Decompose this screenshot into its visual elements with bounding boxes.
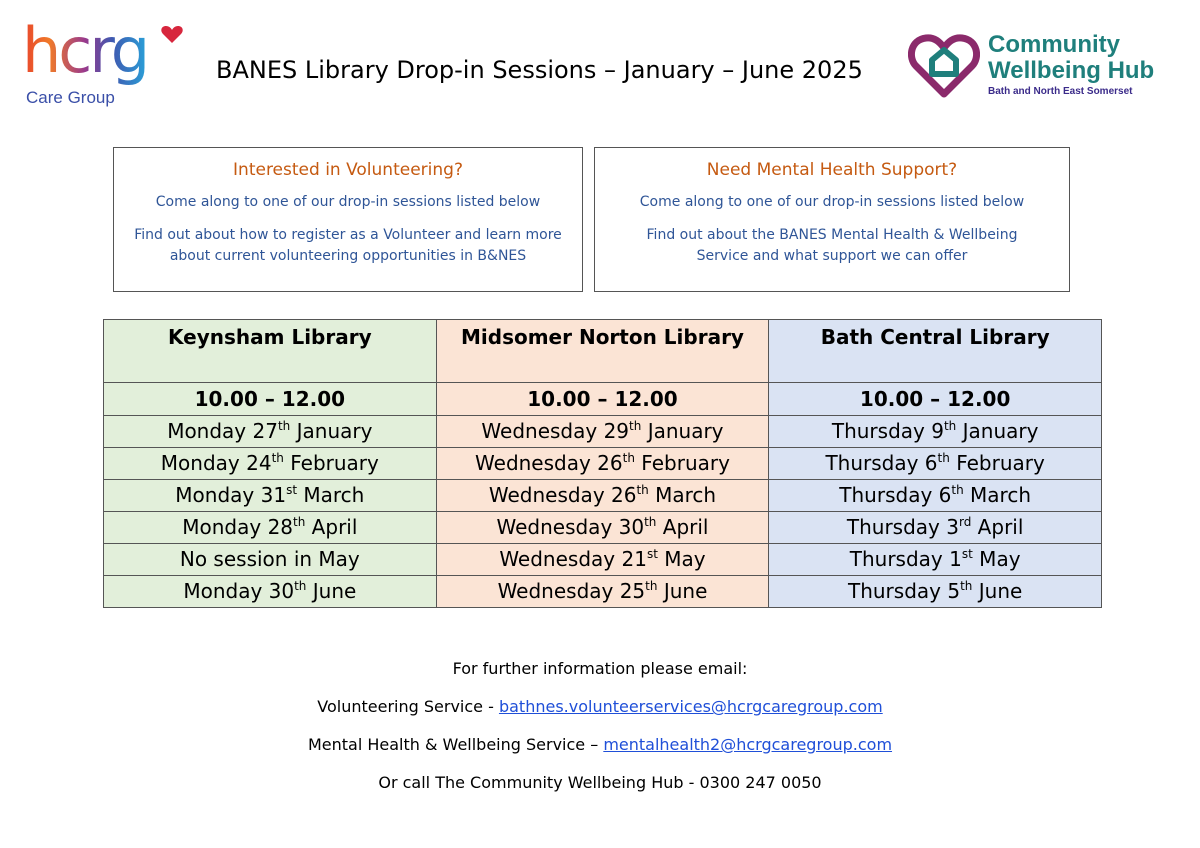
house-heart-icon bbox=[908, 28, 980, 100]
date-month: March bbox=[297, 483, 365, 507]
date-month: January bbox=[290, 419, 373, 443]
date-main: No session in May bbox=[179, 547, 360, 571]
community-wellbeing-hub-logo bbox=[908, 28, 1178, 100]
date-main: Wednesday 25 bbox=[497, 579, 646, 603]
date-main: Thursday 1 bbox=[849, 547, 962, 571]
date-suffix: th bbox=[951, 483, 964, 497]
date-month: June bbox=[972, 579, 1023, 603]
date-suffix: th bbox=[271, 451, 284, 465]
mental-health-line-2a: Find out about the BANES Mental Health & Wellbeing bbox=[646, 227, 1018, 243]
date-main: Monday 31 bbox=[175, 483, 287, 507]
time-midsomer-norton: 10.00 – 12.00 bbox=[436, 383, 769, 416]
hcrg-logo-subtitle: Care Group bbox=[26, 88, 115, 107]
contact-footer bbox=[0, 658, 1200, 810]
date-suffix: th bbox=[636, 483, 649, 497]
logo-line-3: Bath and North East Somerset bbox=[988, 86, 1133, 97]
session-date-keynsham bbox=[104, 512, 437, 544]
volunteering-info-box bbox=[113, 147, 583, 292]
date-suffix: th bbox=[294, 579, 307, 593]
mental-health-contact-label: Mental Health & Wellbeing Service – bbox=[307, 735, 604, 754]
mental-health-heading: Need Mental Health Support? bbox=[706, 160, 958, 180]
mental-health-line-1: Come along to one of our drop-in sessions listed below bbox=[639, 194, 1025, 210]
date-suffix: st bbox=[286, 483, 298, 497]
session-date-midsomer-norton bbox=[436, 576, 769, 608]
date-month: February bbox=[283, 451, 379, 475]
session-date-bath-central bbox=[769, 480, 1102, 512]
date-suffix: th bbox=[943, 419, 957, 433]
date-month: March bbox=[963, 483, 1032, 507]
date-main: Wednesday 26 bbox=[475, 451, 623, 475]
date-suffix: rd bbox=[958, 515, 972, 529]
date-month: January bbox=[641, 419, 724, 443]
session-date-keynsham bbox=[104, 576, 437, 608]
session-date-bath-central bbox=[769, 512, 1102, 544]
date-main: Thursday 3 bbox=[846, 515, 959, 539]
date-main: Wednesday 30 bbox=[496, 515, 645, 539]
session-date-keynsham bbox=[104, 480, 437, 512]
date-month: April bbox=[305, 515, 358, 539]
session-date-midsomer-norton bbox=[436, 512, 769, 544]
date-main: Wednesday 21 bbox=[499, 547, 647, 571]
session-rows bbox=[104, 416, 1102, 608]
column-header-bath-central: Bath Central Library bbox=[769, 320, 1102, 383]
session-date-midsomer-norton bbox=[436, 544, 769, 576]
date-suffix: th bbox=[960, 579, 973, 593]
heart-icon bbox=[160, 22, 184, 46]
table-row bbox=[104, 448, 1102, 480]
date-suffix: th bbox=[937, 451, 950, 465]
date-suffix: th bbox=[629, 419, 642, 433]
date-suffix: th bbox=[644, 515, 657, 529]
date-month: April bbox=[656, 515, 709, 539]
volunteering-line-1: Come along to one of our drop-in sessions listed below bbox=[155, 194, 541, 210]
date-suffix: th bbox=[277, 419, 291, 433]
session-date-keynsham bbox=[104, 416, 437, 448]
mental-health-contact bbox=[0, 734, 1200, 772]
date-main: Monday 27 bbox=[167, 419, 278, 443]
mental-health-line-2b: Service and what support we can offer bbox=[696, 248, 968, 264]
volunteering-email-link[interactable]: bathnes.volunteerservices@hcrgcaregroup.com bbox=[498, 697, 883, 716]
logo-line-2: Wellbeing Hub bbox=[988, 57, 1155, 84]
volunteering-heading: Interested in Volunteering? bbox=[233, 160, 463, 180]
date-month: May bbox=[972, 547, 1021, 571]
session-date-midsomer-norton bbox=[436, 448, 769, 480]
table-row bbox=[104, 416, 1102, 448]
date-suffix: th bbox=[645, 579, 658, 593]
column-header-keynsham: Keynsham Library bbox=[104, 320, 437, 383]
date-main: Wednesday 29 bbox=[481, 419, 630, 443]
date-month: June bbox=[657, 579, 708, 603]
volunteering-contact bbox=[0, 696, 1200, 734]
date-suffix: th bbox=[622, 451, 635, 465]
volunteering-line-2a: Find out about how to register as a Volunteer and learn more bbox=[134, 227, 562, 243]
sessions-table bbox=[103, 319, 1102, 608]
date-month: January bbox=[956, 419, 1039, 443]
hcrg-logo-word: hcrg bbox=[22, 14, 148, 87]
session-date-midsomer-norton bbox=[436, 480, 769, 512]
date-month: April bbox=[971, 515, 1024, 539]
time-bath-central: 10.00 – 12.00 bbox=[769, 383, 1102, 416]
mental-health-email-link[interactable]: mentalhealth2@hcrgcaregroup.com bbox=[603, 735, 893, 754]
session-date-bath-central bbox=[769, 576, 1102, 608]
session-date-bath-central bbox=[769, 416, 1102, 448]
session-date-keynsham bbox=[104, 544, 437, 576]
table-row bbox=[104, 480, 1102, 512]
date-month: February bbox=[634, 451, 730, 475]
date-main: Thursday 5 bbox=[847, 579, 961, 603]
contact-intro: For further information please email: bbox=[452, 659, 748, 678]
session-date-bath-central bbox=[769, 448, 1102, 480]
session-date-keynsham bbox=[104, 448, 437, 480]
time-keynsham: 10.00 – 12.00 bbox=[104, 383, 437, 416]
date-main: Wednesday 26 bbox=[488, 483, 637, 507]
date-suffix: th bbox=[293, 515, 306, 529]
table-header-row bbox=[104, 320, 1102, 383]
date-main: Monday 30 bbox=[183, 579, 295, 603]
logo-line-1: Community bbox=[988, 31, 1120, 58]
date-month: May bbox=[657, 547, 706, 571]
date-suffix: st bbox=[646, 547, 658, 561]
volunteering-contact-label: Volunteering Service - bbox=[317, 697, 499, 716]
date-main: Monday 28 bbox=[182, 515, 294, 539]
hcrg-logo bbox=[22, 14, 182, 107]
table-row bbox=[104, 576, 1102, 608]
session-date-midsomer-norton bbox=[436, 416, 769, 448]
column-header-midsomer-norton: Midsomer Norton Library bbox=[436, 320, 769, 383]
table-row bbox=[104, 544, 1102, 576]
page-title: BANES Library Drop-in Sessions – January – June 2025 bbox=[216, 56, 863, 84]
date-main: Thursday 9 bbox=[831, 419, 944, 443]
volunteering-line-2b: about current volunteering opportunities in B&NES bbox=[169, 248, 527, 264]
date-main: Thursday 6 bbox=[839, 483, 952, 507]
phone-contact: Or call The Community Wellbeing Hub - 0300 247 0050 bbox=[378, 773, 822, 792]
time-row bbox=[104, 383, 1102, 416]
table-row bbox=[104, 512, 1102, 544]
date-main: Thursday 6 bbox=[825, 451, 938, 475]
mental-health-info-box bbox=[594, 147, 1070, 292]
date-main: Monday 24 bbox=[160, 451, 272, 475]
date-month: February bbox=[949, 451, 1045, 475]
date-suffix: st bbox=[961, 547, 973, 561]
session-date-bath-central bbox=[769, 544, 1102, 576]
date-month: June bbox=[306, 579, 357, 603]
date-month: March bbox=[648, 483, 717, 507]
